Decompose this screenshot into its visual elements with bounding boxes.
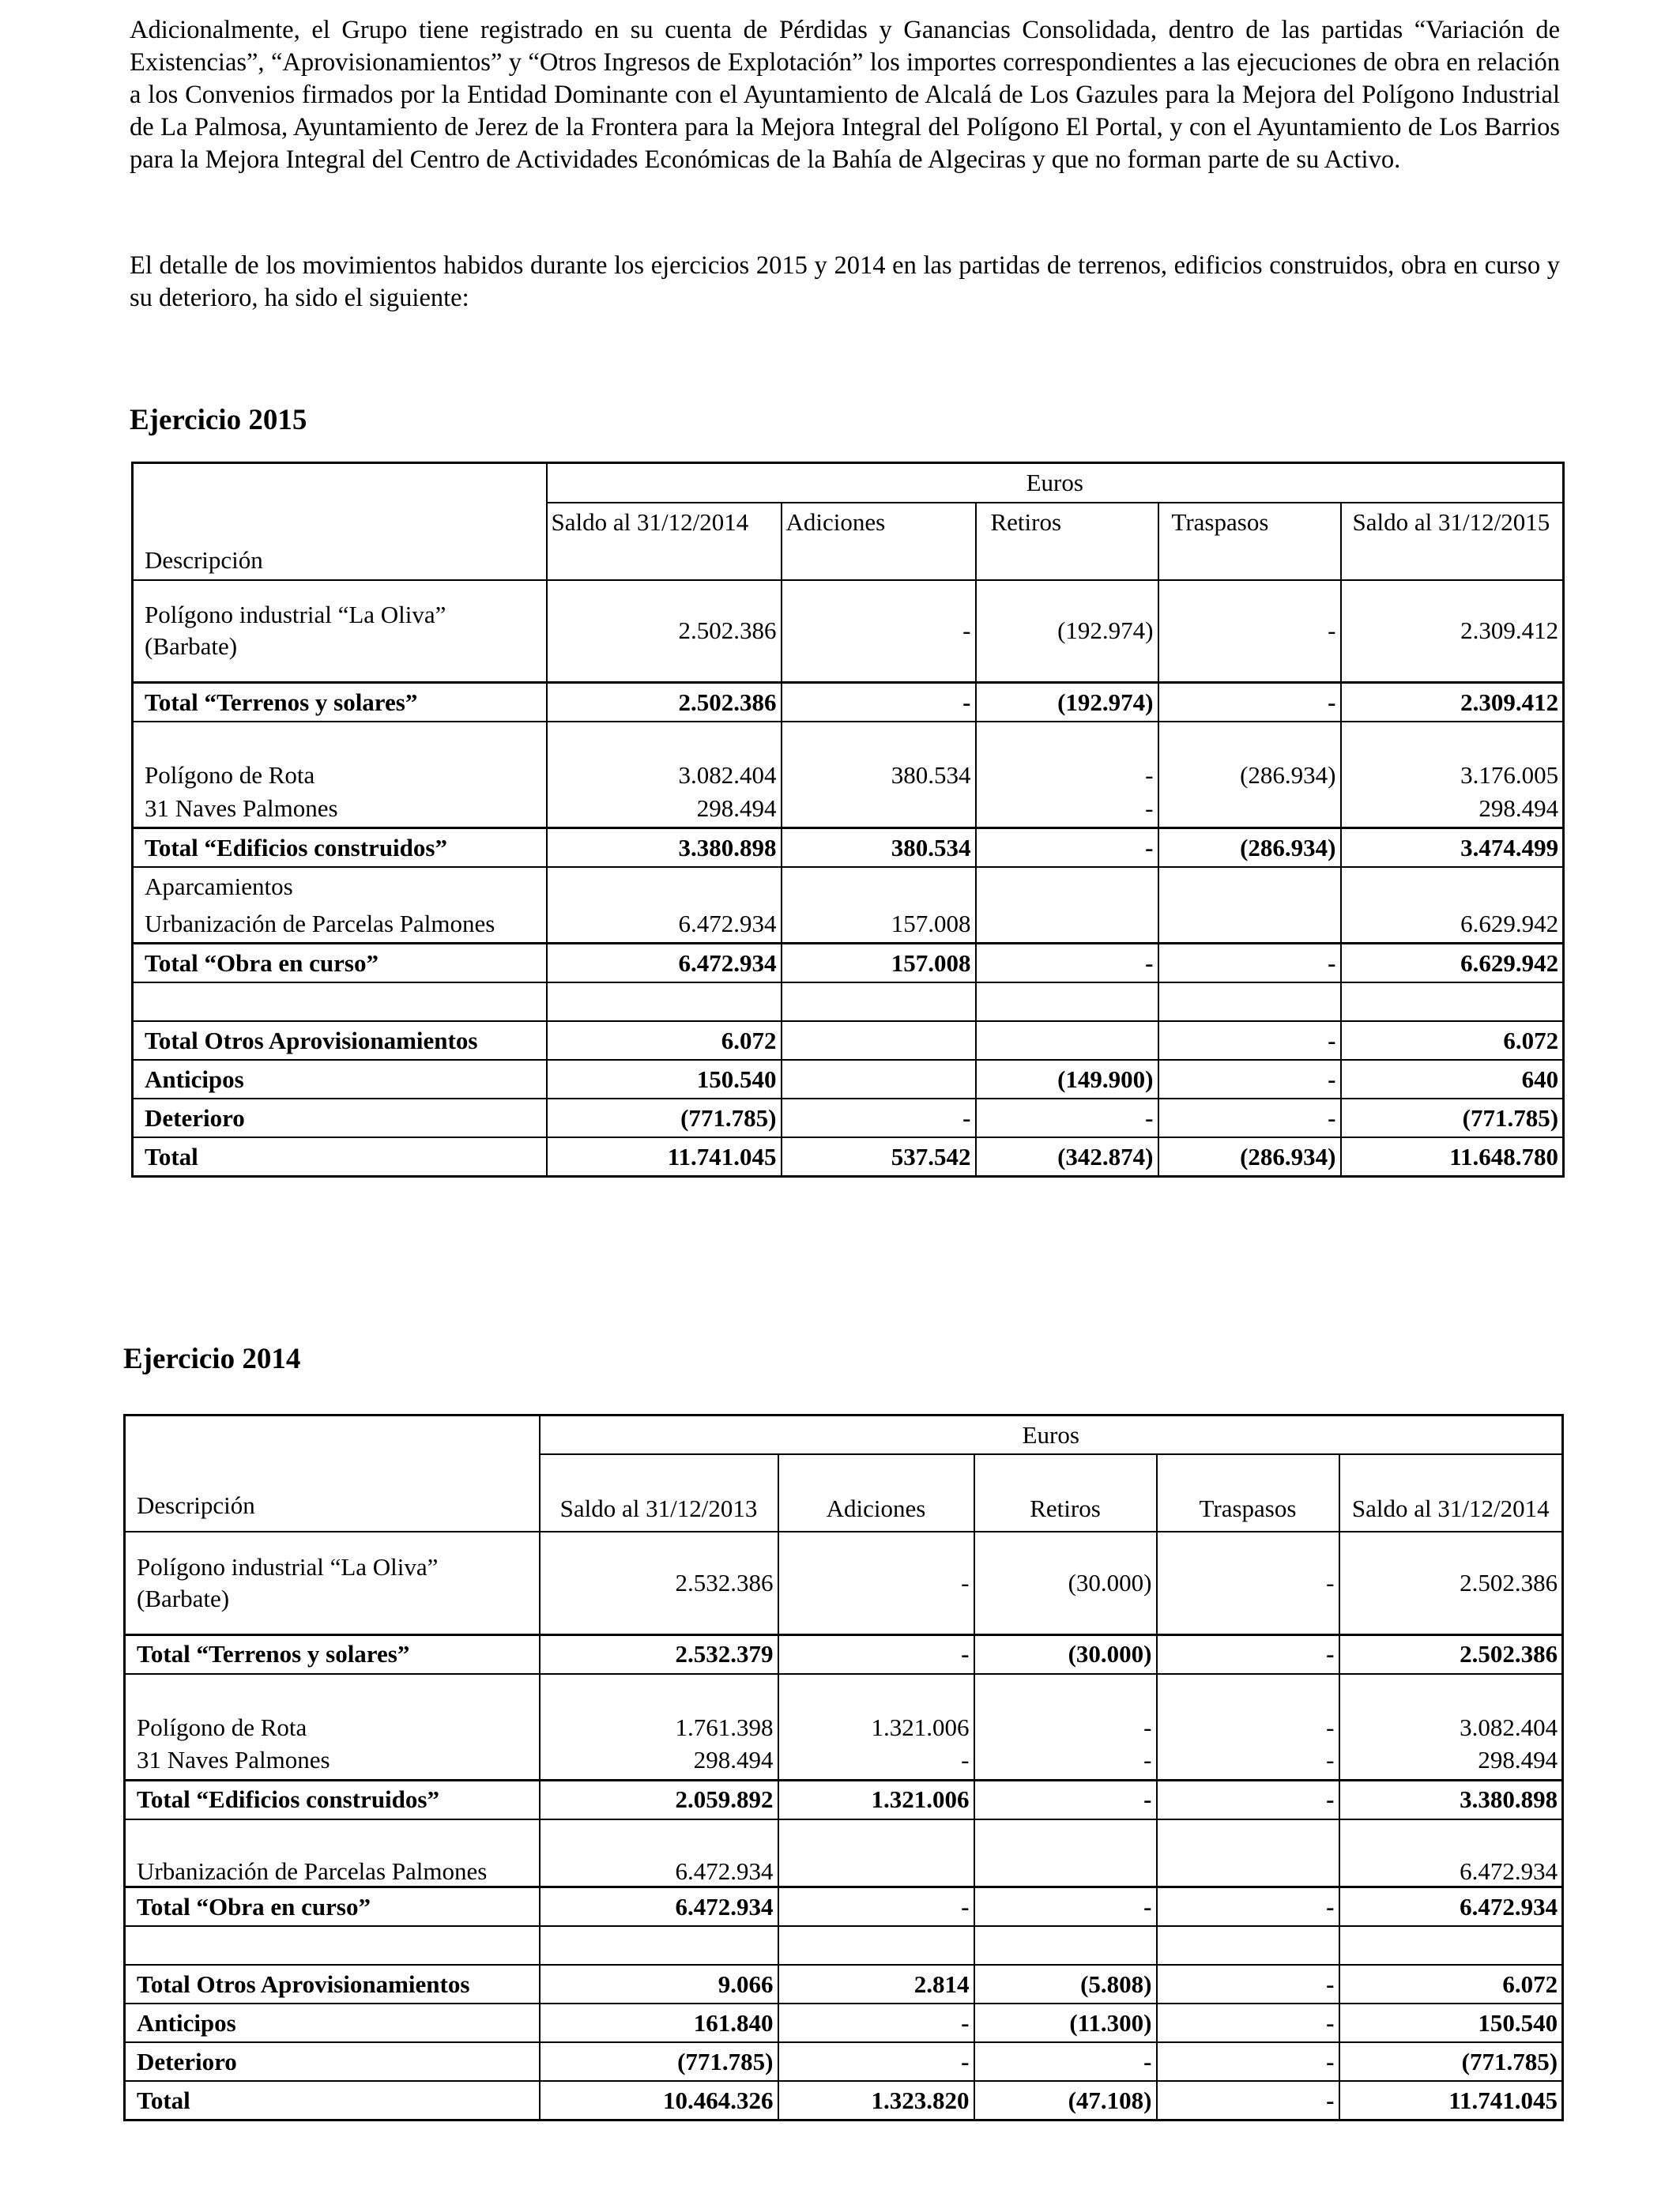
table-row [133, 944, 1564, 983]
row-desc: Anticipos [133, 1060, 547, 1099]
cell-value: 6.072 [1339, 1965, 1563, 2004]
row-desc: Anticipos [125, 2004, 540, 2042]
table-row [133, 1021, 1564, 1060]
table-row [133, 867, 1564, 905]
cell-value [782, 1060, 976, 1099]
header-euros: Euros [547, 463, 1564, 503]
cell-value: 6.072 [1341, 1021, 1564, 1060]
header-saldo-inicial: Saldo al 31/12/2014 [547, 503, 782, 580]
row-desc: Urbanización de Parcelas Palmones [133, 905, 547, 944]
cell-value: - [778, 1742, 974, 1781]
cell-value: 6.472.934 [540, 1819, 778, 1887]
cell-value [782, 790, 976, 828]
row-desc: Polígono industrial “La Oliva” (Barbate) [125, 1532, 540, 1634]
cell-value: 380.534 [782, 722, 976, 790]
header-traspasos: Traspasos [1157, 1454, 1339, 1532]
cell-value: 2.059.892 [540, 1780, 778, 1819]
cell-value: (771.785) [1341, 1099, 1564, 1137]
header-retiros: Retiros [974, 1454, 1157, 1532]
cell-value [782, 867, 976, 905]
cell-value: 6.472.934 [547, 944, 782, 983]
cell-value: - [1157, 1887, 1339, 1927]
table-row-total [133, 1137, 1564, 1177]
cell-value: (771.785) [540, 2042, 778, 2081]
cell-value: 2.309.412 [1341, 580, 1564, 683]
cell-value: - [976, 944, 1158, 983]
cell-value: - [1158, 580, 1341, 683]
cell-value [547, 867, 782, 905]
cell-value: - [778, 1634, 974, 1674]
cell-value: - [1158, 944, 1341, 983]
cell-value: - [778, 2042, 974, 2081]
header-saldo-final: Saldo al 31/12/2014 [1351, 1495, 1550, 1522]
header-adiciones: Adiciones [778, 1454, 974, 1532]
header-saldo-inicial: Saldo al 31/12/2013 [540, 1454, 778, 1532]
cell-value: 6.472.934 [1339, 1887, 1563, 1927]
cell-value: 1.323.820 [778, 2081, 974, 2120]
header-saldo-final: Saldo al 31/12/2015 [1352, 507, 1550, 536]
cell-value: 6.629.942 [1341, 944, 1564, 983]
cell-value: 3.082.404 [547, 722, 782, 790]
cell-value: - [974, 1780, 1157, 1819]
cell-value: 6.072 [547, 1021, 782, 1060]
cell-value: - [974, 1674, 1157, 1742]
cell-value: - [1157, 1965, 1339, 2004]
cell-value: 298.494 [540, 1742, 778, 1781]
table-row-total [125, 2081, 1563, 2120]
cell-value: - [782, 1099, 976, 1137]
cell-value [778, 1819, 974, 1887]
cell-value: 11.648.780 [1341, 1137, 1564, 1177]
cell-value: (286.934) [1158, 722, 1341, 790]
header-adiciones: Adiciones [782, 503, 976, 580]
cell-value: 1.761.398 [540, 1674, 778, 1742]
table-row [133, 722, 1564, 790]
cell-value: 2.502.386 [547, 580, 782, 683]
cell-value [976, 867, 1158, 905]
header-descripcion: Descripción [125, 1416, 540, 1532]
cell-value: (149.900) [976, 1060, 1158, 1099]
header-descripcion: Descripción [133, 463, 547, 580]
table-row [133, 1060, 1564, 1099]
table-row [125, 1780, 1563, 1819]
cell-value [974, 1819, 1157, 1887]
cell-value [782, 1021, 976, 1060]
cell-value: 298.494 [1478, 1746, 1558, 1774]
cell-value: - [1158, 683, 1341, 722]
cell-value: (192.974) [976, 683, 1158, 722]
table-row [125, 1965, 1563, 2004]
row-desc: Total Otros Aprovisionamientos [133, 1021, 547, 1060]
cell-value: - [1158, 1099, 1341, 1137]
cell-value: - [782, 683, 976, 722]
cell-value: - [976, 722, 1158, 790]
table-ejercicio-2015 [131, 462, 1565, 1178]
table-row-empty [125, 1926, 1563, 1965]
cell-value [976, 905, 1158, 944]
row-desc: Total “Obra en curso” [125, 1887, 540, 1927]
table-row [133, 905, 1564, 944]
cell-value: 161.840 [540, 2004, 778, 2042]
cell-value [1158, 867, 1341, 905]
row-desc: Deterioro [125, 2042, 540, 2081]
cell-value: (771.785) [1339, 2042, 1563, 2081]
row-desc: Deterioro [133, 1099, 547, 1137]
table-row [133, 790, 1564, 828]
row-desc: Polígono de Rota [125, 1674, 540, 1742]
cell-value: (11.300) [974, 2004, 1157, 2042]
row-desc: Total Otros Aprovisionamientos [125, 1965, 540, 2004]
row-desc: Total “Edificios construidos” [133, 828, 547, 868]
cell-value: (286.934) [1158, 1137, 1341, 1177]
row-desc: Polígono de Rota [133, 722, 547, 790]
row-desc: Total “Terrenos y solares” [133, 683, 547, 722]
table-ejercicio-2014 [123, 1414, 1564, 2121]
cell-value: - [976, 828, 1158, 868]
intro-paragraph: Adicionalmente, el Grupo tiene registrado en su cuenta de Pérdidas y Ganancias Consolidada, dentro de las partidas “Variación de Existencias”, “Aprovisionamientos” y “Otros Ingresos de Explotación” los importes correspondientes a las ejecuciones de obra en relación a los Convenios firmados por la Entidad Dominante con el Ayuntamiento de Alcalá de Los Gazules para la Mejora del Polígono Industrial de La Palmosa, Ayuntamiento de Jerez de la Frontera para la Mejora Integral del Polígono El Portal, y con el Ayuntamiento de Los Barrios para la Mejora Integral del Centro de Actividades Económicas de la Bahía de Algeciras y que no forman parte de su Activo. [130, 16, 1560, 174]
row-desc: Total “Edificios construidos” [125, 1780, 540, 1819]
cell-value: 150.540 [547, 1060, 782, 1099]
cell-value: 6.629.942 [1460, 909, 1559, 937]
cell-value: (30.000) [974, 1532, 1157, 1634]
cell-value: - [1157, 1634, 1339, 1674]
cell-value: - [1157, 1742, 1339, 1781]
table-row [125, 1742, 1563, 1781]
cell-value: 6.472.934 [540, 1887, 778, 1927]
row-desc: Total [133, 1137, 547, 1177]
header-traspasos: Traspasos [1158, 503, 1341, 580]
table-row [125, 1887, 1563, 1927]
cell-value: 380.534 [782, 828, 976, 868]
cell-value: (47.108) [974, 2081, 1157, 2120]
cell-value: - [974, 1742, 1157, 1781]
row-desc: Polígono industrial “La Oliva” (Barbate) [133, 580, 547, 683]
cell-value: 2.502.386 [1339, 1532, 1563, 1634]
table-row [125, 1819, 1563, 1887]
cell-value: - [1157, 2081, 1339, 2120]
cell-value: 2.532.379 [540, 1634, 778, 1674]
cell-value [1158, 905, 1341, 944]
cell-value: - [976, 1099, 1158, 1137]
cell-value: - [1157, 2042, 1339, 2081]
cell-value: (5.808) [974, 1965, 1157, 2004]
cell-value: 1.321.006 [778, 1780, 974, 1819]
cell-value: 298.494 [547, 790, 782, 828]
cell-value: 3.082.404 [1339, 1674, 1563, 1742]
cell-value: - [974, 2042, 1157, 2081]
row-desc: 31 Naves Palmones [133, 790, 547, 828]
cell-value: 640 [1341, 1060, 1564, 1099]
cell-value: - [1157, 1780, 1339, 1819]
row-desc: Total “Terrenos y solares” [125, 1634, 540, 1674]
table-row-empty [133, 982, 1564, 1021]
cell-value: - [778, 2004, 974, 2042]
heading-ejercicio-2014: Ejercicio 2014 [123, 1343, 301, 1375]
cell-value: 9.066 [540, 1965, 778, 2004]
cell-value: - [778, 1532, 974, 1634]
cell-value [976, 1021, 1158, 1060]
cell-value: (342.874) [976, 1137, 1158, 1177]
cell-value: 11.741.045 [1339, 2081, 1563, 2120]
cell-value: - [782, 580, 976, 683]
row-desc: 31 Naves Palmones [125, 1742, 540, 1781]
cell-value: 11.741.045 [547, 1137, 782, 1177]
table-row [125, 2042, 1563, 2081]
cell-value: 537.542 [782, 1137, 976, 1177]
cell-value: (192.974) [976, 580, 1158, 683]
cell-value: 2.502.386 [547, 683, 782, 722]
row-desc: Aparcamientos [133, 867, 547, 905]
cell-value: 157.008 [782, 944, 976, 983]
cell-value: 10.464.326 [540, 2081, 778, 2120]
cell-value: 3.474.499 [1341, 828, 1564, 868]
table-row [125, 1674, 1563, 1742]
cell-value: - [1157, 1532, 1339, 1634]
cell-value: 2.532.386 [540, 1532, 778, 1634]
row-desc: Total “Obra en curso” [133, 944, 547, 983]
table-row [133, 1099, 1564, 1137]
cell-value: 6.472.934 [1339, 1819, 1563, 1887]
cell-value: 2.814 [778, 1965, 974, 2004]
header-retiros: Retiros [976, 503, 1158, 580]
cell-value: 157.008 [782, 905, 976, 944]
cell-value [1158, 790, 1341, 828]
table-row [125, 1532, 1563, 1634]
table-row [133, 683, 1564, 722]
cell-value: - [974, 1887, 1157, 1927]
table-row [133, 828, 1564, 868]
cell-value: - [1157, 1674, 1339, 1742]
cell-value: 6.472.934 [547, 905, 782, 944]
cell-value: 3.380.898 [547, 828, 782, 868]
row-desc: Total [125, 2081, 540, 2120]
table-row [125, 2004, 1563, 2042]
cell-value: (30.000) [974, 1634, 1157, 1674]
cell-value: 3.176.005 [1341, 722, 1564, 790]
cell-value: - [1158, 1021, 1341, 1060]
cell-value [1341, 867, 1564, 905]
row-desc: Urbanización de Parcelas Palmones [125, 1819, 540, 1887]
cell-value: 2.502.386 [1339, 1634, 1563, 1674]
cell-value: 150.540 [1339, 2004, 1563, 2042]
cell-value: - [778, 1887, 974, 1927]
cell-value: - [976, 790, 1158, 828]
cell-value: 298.494 [1478, 794, 1559, 822]
header-euros: Euros [540, 1416, 1563, 1455]
cell-value: - [1157, 2004, 1339, 2042]
table-row [125, 1634, 1563, 1674]
cell-value: 1.321.006 [778, 1674, 974, 1742]
detail-paragraph: El detalle de los movimientos habidos durante los ejercicios 2015 y 2014 en las partidas de terrenos, edificios construidos, obra en curso y su deterioro, ha sido el siguiente: [130, 251, 1560, 312]
table-row [133, 580, 1564, 683]
cell-value: 3.380.898 [1339, 1780, 1563, 1819]
cell-value [1157, 1819, 1339, 1887]
cell-value: - [1158, 1060, 1341, 1099]
cell-value: 2.309.412 [1341, 683, 1564, 722]
heading-ejercicio-2015: Ejercicio 2015 [130, 404, 307, 436]
cell-value: (771.785) [547, 1099, 782, 1137]
cell-value: (286.934) [1158, 828, 1341, 868]
